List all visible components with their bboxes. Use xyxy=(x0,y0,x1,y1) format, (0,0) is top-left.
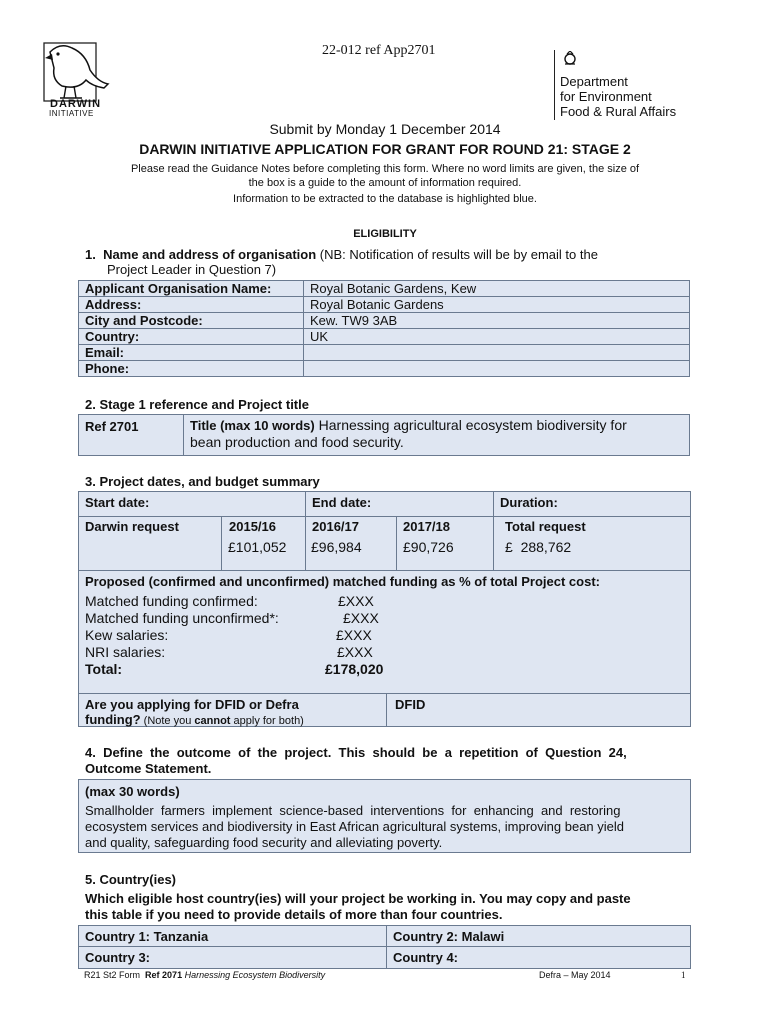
form-title: DARWIN INITIATIVE APPLICATION FOR GRANT FOR ROUND 21: STAGE 2 xyxy=(139,141,631,157)
crest-icon xyxy=(563,51,577,67)
start-date-label: Start date: xyxy=(85,495,150,510)
organisation-row xyxy=(79,361,690,377)
country-3: Country 3: xyxy=(85,950,150,965)
matched-funding-value: £XXX xyxy=(343,610,379,626)
footer-defra: Defra – May 2014 xyxy=(539,970,611,980)
footer-ref: Ref 2071 xyxy=(145,970,183,980)
matched-funding-label: Matched funding unconfirmed*: xyxy=(85,610,279,626)
organisation-row xyxy=(79,297,690,313)
year-3: 2017/18 xyxy=(403,519,450,534)
dfid-note-cannot: cannot xyxy=(194,715,231,727)
organisation-field-label: Phone: xyxy=(79,361,304,377)
dfid-question-1: Are you applying for DFID or Defra xyxy=(85,697,299,712)
dfid-answer: DFID xyxy=(395,697,426,712)
question-1 xyxy=(85,247,687,262)
organisation-row xyxy=(79,329,690,345)
guidance-note-2: the box is a guide to the amount of information required. xyxy=(248,177,522,189)
darwin-request-label: Darwin request xyxy=(85,519,179,534)
question-1-note: (NB: Notification of results will be by email to the xyxy=(316,247,598,262)
amount-2: £96,984 xyxy=(311,539,362,555)
question-5-sub-2: this table if you need to provide details of more than four countries. xyxy=(85,907,503,922)
organisation-row xyxy=(79,281,690,297)
organisation-table xyxy=(78,280,690,377)
dfid-note-b: apply for both) xyxy=(230,715,304,727)
country-2: Country 2: Malawi xyxy=(393,929,505,944)
outcome-text-1: Smallholder farmers implement science-based interventions for enhancing and restoring xyxy=(85,803,621,818)
matched-funding-label: Kew salaries: xyxy=(85,627,169,643)
organisation-field-label: Applicant Organisation Name: xyxy=(79,281,304,297)
footer-title: Harnessing Ecosystem Biodiversity xyxy=(184,970,326,980)
organisation-field-value xyxy=(304,345,690,361)
outcome-text-3: and quality, safeguarding food security and alleviating poverty. xyxy=(85,835,443,850)
organisation-field-value xyxy=(304,361,690,377)
matched-funding-value: £XXX xyxy=(338,593,374,609)
title-label: Title (max 10 words) xyxy=(190,418,315,433)
question-3-heading: 3. Project dates, and budget summary xyxy=(85,474,320,489)
ref-number: Ref 2701 xyxy=(85,419,139,434)
matched-total-label: Total: xyxy=(85,661,123,677)
title-cell xyxy=(184,415,690,456)
question-1-label: 1. Name and address of organisation xyxy=(85,247,317,262)
dfid-note-a: (Note you xyxy=(140,715,195,727)
dfid-funding-word: funding? xyxy=(85,712,141,727)
question-5-sub-1: Which eligible host country(ies) will your project be working in. You may copy and paste xyxy=(85,891,631,906)
outcome-max-words: (max 30 words) xyxy=(85,784,180,799)
ref-cell xyxy=(79,415,184,456)
guidance-note-1: Please read the Guidance Notes before completing this form. Where no word limits are given, the size of xyxy=(130,163,640,175)
footer-form: R21 St2 Form xyxy=(84,970,141,980)
footer-left xyxy=(84,970,325,980)
year-2: 2016/17 xyxy=(312,519,359,534)
title-value-2: bean production and food security. xyxy=(190,434,404,450)
question-5-heading: 5. Country(ies) xyxy=(85,872,177,887)
matched-funding-value: £XXX xyxy=(336,627,372,643)
organisation-row xyxy=(79,313,690,329)
matched-funding-label: NRI salaries: xyxy=(85,644,166,660)
organisation-field-value: UK xyxy=(304,329,690,345)
organisation-field-label: Address: xyxy=(79,297,304,313)
footer-page-number: 1 xyxy=(681,970,686,980)
total-amount: £ 288,762 xyxy=(505,539,572,555)
question-4-heading-1: 4. Define the outcome of the project. This should be a repetition of Question 24, xyxy=(85,745,627,760)
organisation-field-value: Royal Botanic Gardens, Kew xyxy=(304,281,690,297)
darwin-logo xyxy=(42,40,112,118)
submit-deadline: Submit by Monday 1 December 2014 xyxy=(269,121,501,137)
duration-label: Duration: xyxy=(500,495,558,510)
country-1: Country 1: Tanzania xyxy=(85,929,209,944)
defra-line-2: for Environment xyxy=(560,89,652,104)
organisation-field-label: City and Postcode: xyxy=(79,313,304,329)
organisation-field-label: Email: xyxy=(79,345,304,361)
outcome-text-2: ecosystem services and biodiversity in East African agricultural systems, improving bean yield xyxy=(85,819,625,834)
logo-text-initiative: INITIATIVE xyxy=(49,109,94,118)
defra-logo xyxy=(545,48,715,122)
amount-1: £101,052 xyxy=(228,539,287,555)
year-1: 2015/16 xyxy=(229,519,276,534)
title-value-1: Harnessing agricultural ecosystem biodiversity for xyxy=(314,417,627,433)
amount-3: £90,726 xyxy=(403,539,454,555)
question-4-heading-2: Outcome Statement. xyxy=(85,761,212,776)
defra-line-1: Department xyxy=(560,74,628,89)
organisation-row xyxy=(79,345,690,361)
eligibility-heading: ELIGIBILITY xyxy=(353,228,417,240)
logo-text-darwin: DARWIN xyxy=(50,98,102,110)
matched-funding-heading: Proposed (confirmed and unconfirmed) matched funding as % of total Project cost: xyxy=(85,574,600,589)
project-title-table xyxy=(78,414,690,456)
country-4: Country 4: xyxy=(393,950,458,965)
guidance-note-3: Information to be extracted to the database is highlighted blue. xyxy=(233,193,537,205)
organisation-field-label: Country: xyxy=(79,329,304,345)
organisation-field-value: Royal Botanic Gardens xyxy=(304,297,690,313)
document-ref: 22-012 ref App2701 xyxy=(322,43,436,58)
matched-funding-value: £XXX xyxy=(337,644,373,660)
defra-divider xyxy=(554,50,555,120)
defra-line-3: Food & Rural Affairs xyxy=(560,104,677,119)
matched-funding-label: Matched funding confirmed: xyxy=(85,593,258,609)
question-1-line-2: Project Leader in Question 7) xyxy=(107,262,277,277)
end-date-label: End date: xyxy=(312,495,372,510)
total-request-label: Total request xyxy=(505,519,586,534)
matched-total-value: £178,020 xyxy=(325,661,384,677)
question-2-heading: 2. Stage 1 reference and Project title xyxy=(85,397,309,412)
organisation-field-value: Kew. TW9 3AB xyxy=(304,313,690,329)
dfid-question-2 xyxy=(85,712,304,727)
